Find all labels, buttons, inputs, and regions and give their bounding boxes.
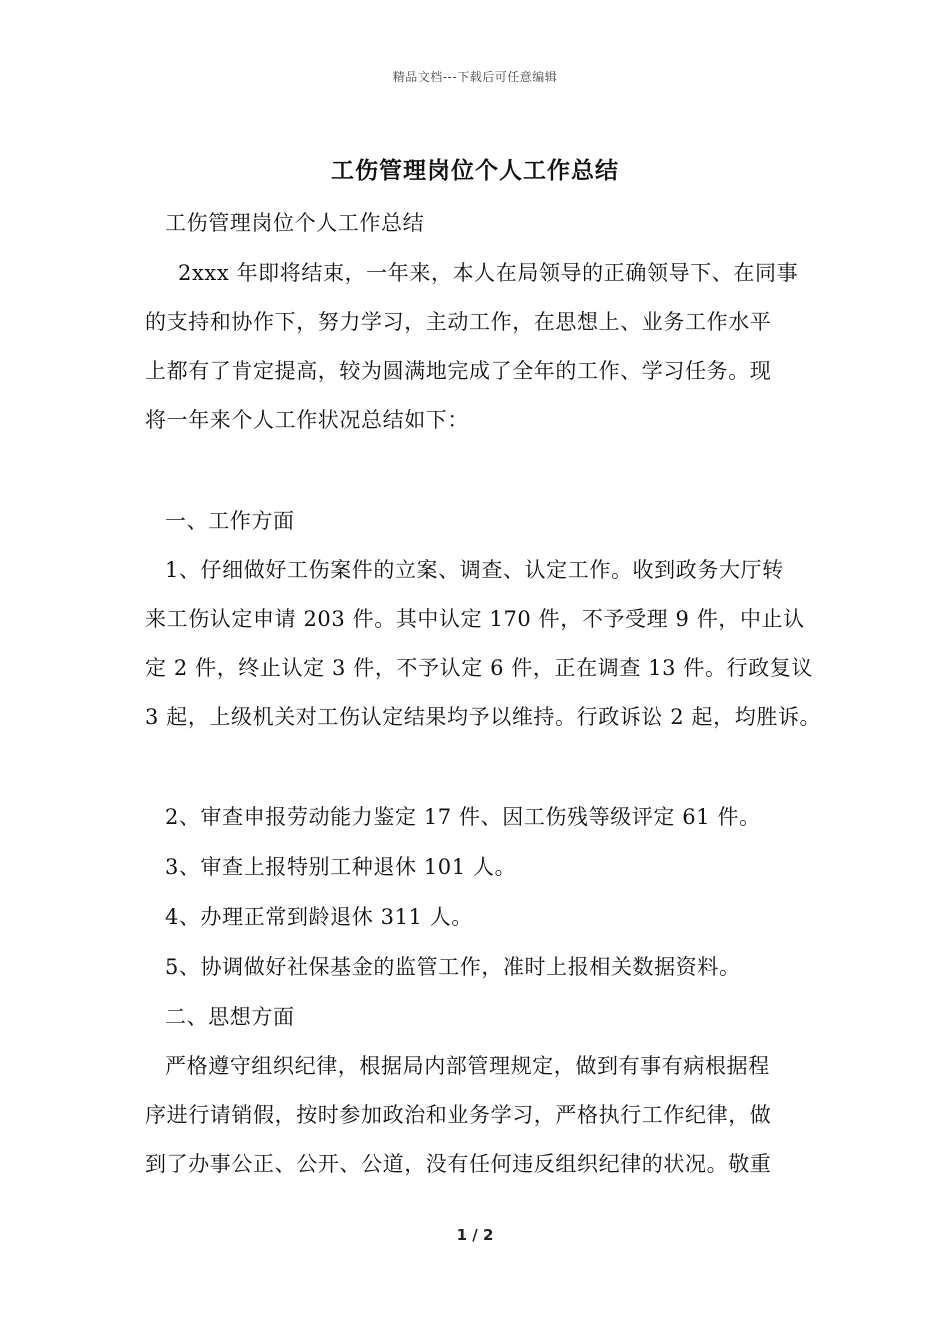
item5: 5、协调做好社保基金的监管工作，准时上报相关数据资料。	[165, 955, 741, 979]
subtitle: 工伤管理岗位个人工作总结	[165, 211, 425, 235]
section2-line-1: 严格遵守组织纪律，根据局内部管理规定，做到有事有病根据程	[165, 1054, 770, 1078]
item3: 3、审查上报特别工种退休 101 人。	[165, 855, 517, 879]
intro-line-3: 上都有了肯定提高，较为圆满地完成了全年的工作、学习任务。现	[145, 359, 772, 383]
item1-line-3: 定 2 件，终止认定 3 件，不予认定 6 件，正在调查 13 件。行政复议	[145, 656, 814, 680]
section2-line-2: 序进行请销假，按时参加政治和业务学习，严格执行工作纪律，做	[145, 1103, 772, 1127]
item4: 4、办理正常到龄退休 311 人。	[165, 905, 473, 929]
page-number: 1 / 2	[456, 1226, 494, 1244]
item1-line-1: 1、仔细做好工伤案件的立案、调查、认定工作。收到政务大厅转	[165, 558, 784, 582]
section2-line-3: 到了办事公正、公开、公道，没有任何违反组织纪律的状况。敬重	[145, 1152, 772, 1176]
intro-line-1: 2xxx 年即将结束，一年来，本人在局领导的正确领导下、在同事	[178, 261, 799, 285]
item2: 2、审查申报劳动能力鉴定 17 件、因工伤残等级评定 61 件。	[165, 805, 761, 829]
intro-line-2: 的支持和协作下，努力学习，主动工作，在思想上、业务工作水平	[145, 310, 772, 334]
item1-line-2: 来工伤认定申请 203 件。其中认定 170 件，不予受理 9 件，中止认	[145, 607, 805, 631]
item1-line-4: 3 起，上级机关对工伤认定结果均予以维持。行政诉讼 2 起，均胜诉。	[145, 705, 822, 729]
section-heading-thought: 二、思想方面	[165, 1005, 295, 1029]
document-title: 工伤管理岗位个人工作总结	[331, 157, 619, 184]
section-heading-work: 一、工作方面	[165, 509, 295, 533]
header-note: 精品文档---下载后可任意编辑	[392, 70, 558, 84]
intro-line-4: 将一年来个人工作状况总结如下：	[145, 408, 469, 432]
